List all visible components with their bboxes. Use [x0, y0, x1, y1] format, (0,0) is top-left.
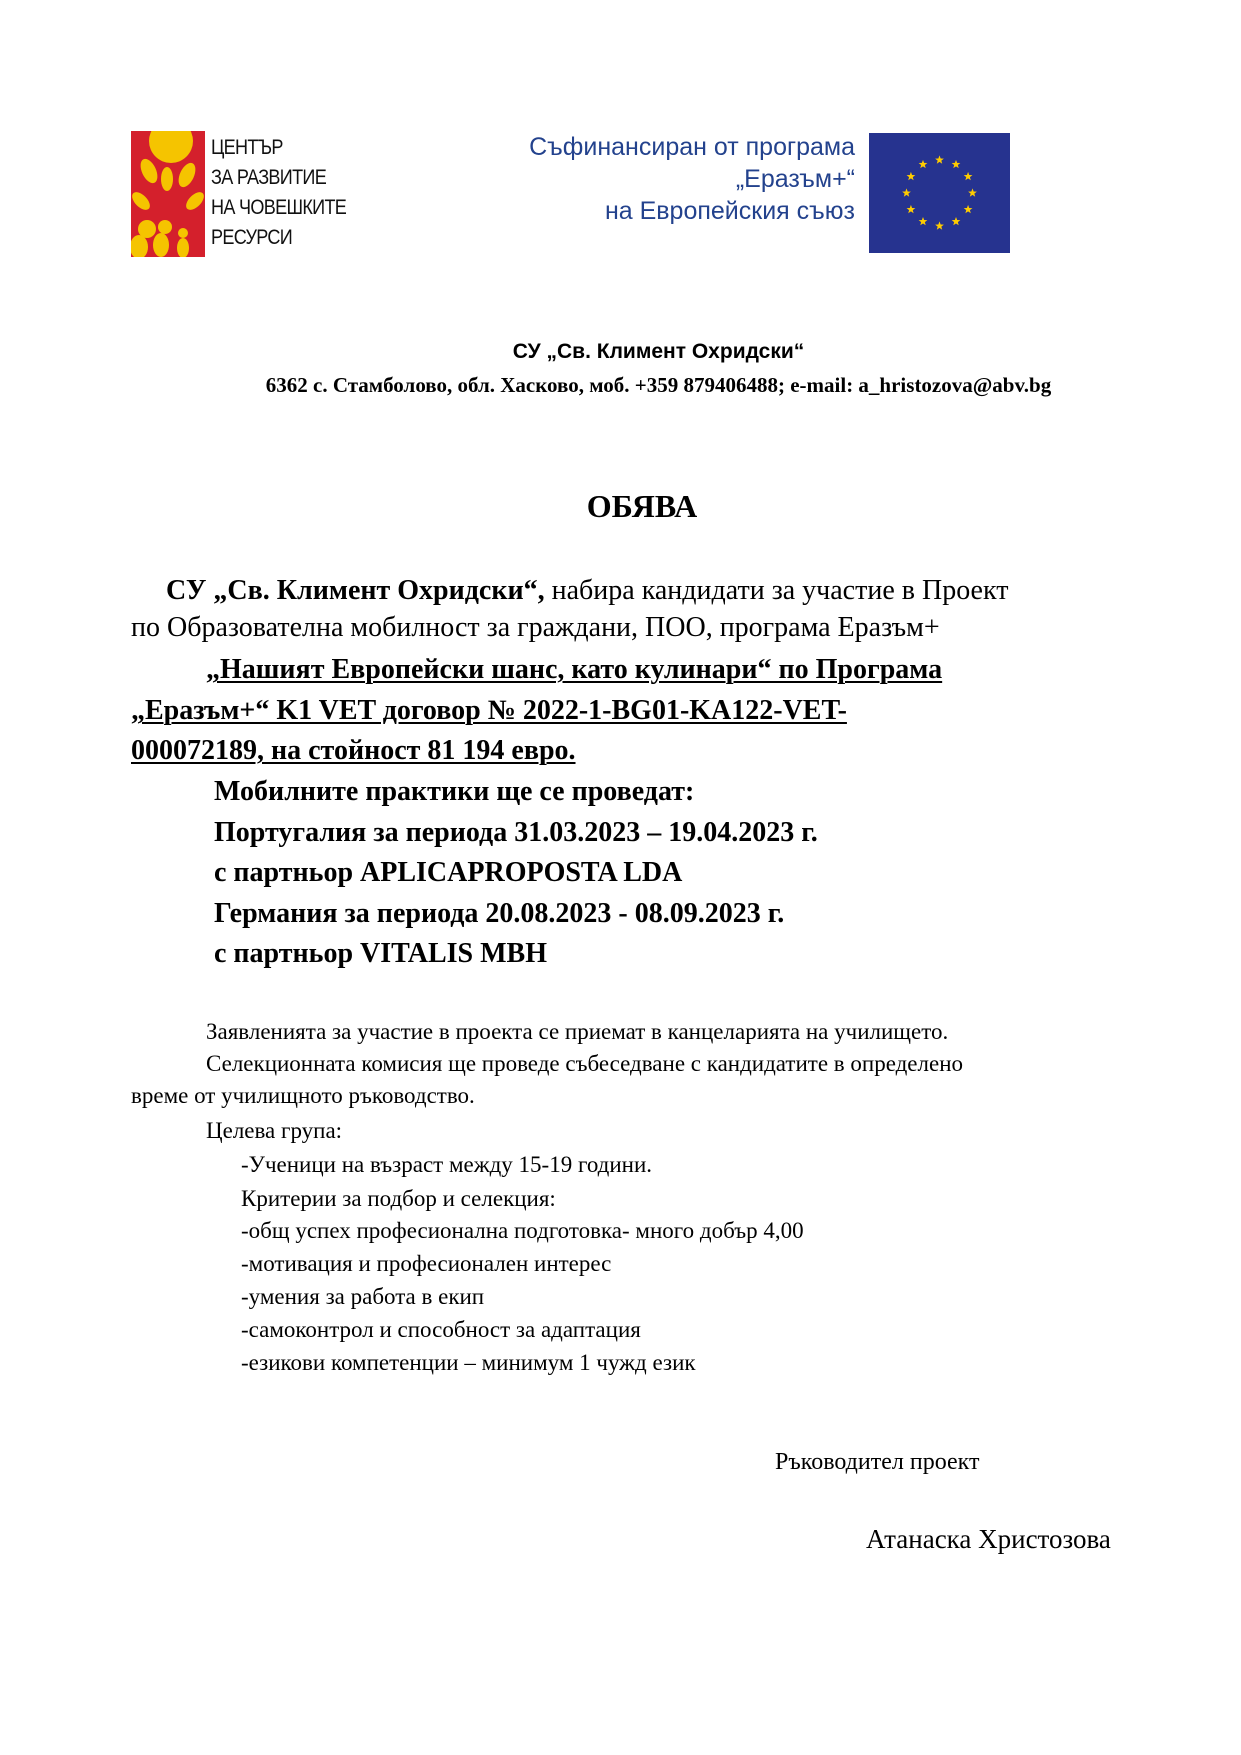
eu-star-icon	[935, 221, 944, 229]
signature-role: Ръководител проект	[775, 1449, 980, 1475]
mobility-line: Мобилните практики ще се проведат:	[214, 776, 695, 807]
interview-text: Селекционната комисия ще проведе събеседване с кандидатите в определено	[206, 1051, 964, 1076]
applications-text: Заявленията за участие в проекта се приемат в канцеларията на училището.	[206, 1019, 949, 1044]
intro-school: СУ „Св. Климент Охридски“,	[166, 575, 545, 606]
page-title: ОБЯВА	[586, 488, 698, 524]
interview-text: време от училищното ръководство.	[131, 1083, 475, 1108]
criteria-item: -общ успех професионална подготовка- много добър 4,00	[241, 1218, 804, 1243]
logo-line: ЗА РАЗВИТИЕ	[211, 166, 327, 189]
intro-line	[166, 575, 1008, 607]
logo-line: НА ЧОВЕШКИТЕ	[211, 196, 347, 219]
school-name: СУ „Св. Климент Охридски“	[512, 340, 805, 363]
eu-star-icon	[964, 205, 973, 213]
mobility-line: Португалия за периода 31.03.2023 – 19.04.2023 г.	[214, 817, 818, 848]
project-title-line: „Еразъм+“ K1 VET договор № 2022-1-BG01-KA122-VET-	[131, 695, 847, 726]
criteria-item: -умения за работа в екип	[241, 1284, 485, 1309]
eu-star-icon	[907, 205, 916, 213]
mobility-line: Германия за периода 20.08.2023 - 08.09.2023 г.	[214, 898, 785, 929]
mobility-line: с партньор APLICAPROPOSTA LDA	[214, 857, 683, 888]
logo-line: РЕСУРСИ	[211, 226, 293, 249]
logo-line: Съфинансиран от програма	[529, 133, 855, 161]
eu-star-icon	[919, 217, 928, 225]
eu-star-icon	[902, 188, 911, 196]
logo-line: „Еразъм+“	[735, 165, 855, 193]
project-title-line: „Нашият Европейски шанс, като кулинари“ по Програма	[206, 654, 943, 685]
eu-star-icon	[952, 160, 961, 168]
logo-line: на Европейския съюз	[604, 197, 855, 225]
eu-star-icon	[968, 188, 977, 196]
mobility-line: с партньор VITALIS MBH	[214, 938, 547, 969]
eu-star-icon	[935, 155, 944, 163]
project-title-line: 000072189, на стойност 81 194 евро.	[131, 735, 576, 766]
eu-flag-icon	[869, 133, 1010, 253]
logo-line: ЦЕНТЪР	[211, 136, 283, 159]
intro-text: набира кандидати за участие в Проект	[544, 575, 1009, 606]
eu-star-icon	[919, 160, 928, 168]
hrdc-logo-text	[211, 133, 347, 253]
sun-figures-icon	[131, 131, 205, 257]
target-group-label: Целева група:	[206, 1118, 343, 1143]
eu-star-icon	[952, 217, 961, 225]
criteria-item: -езикови компетенции – минимум 1 чужд език	[241, 1350, 696, 1375]
target-group: -Ученици на възраст между 15-19 години.	[241, 1152, 653, 1177]
school-contact: 6362 с. Стамболово, обл. Хасково, моб. +359 879406488; e-mail: a_hristozova@abv.bg	[265, 373, 1052, 397]
eu-star-icon	[964, 172, 973, 180]
criteria-label: Критерии за подбор и селекция:	[241, 1186, 556, 1211]
signature-name: Атанаска Христозова	[866, 1524, 1111, 1554]
erasmus-logo-text	[455, 131, 855, 227]
hrdc-logo	[131, 131, 356, 257]
erasmus-cofunded-logo	[455, 109, 1029, 272]
criteria-item: -мотивация и професионален интерес	[241, 1251, 612, 1276]
intro-line-2: по Образователна мобилност за граждани, ПОО, програма Еразъм+	[131, 612, 940, 643]
eu-star-icon	[907, 172, 916, 180]
criteria-item: -самоконтрол и способност за адаптация	[241, 1317, 641, 1342]
